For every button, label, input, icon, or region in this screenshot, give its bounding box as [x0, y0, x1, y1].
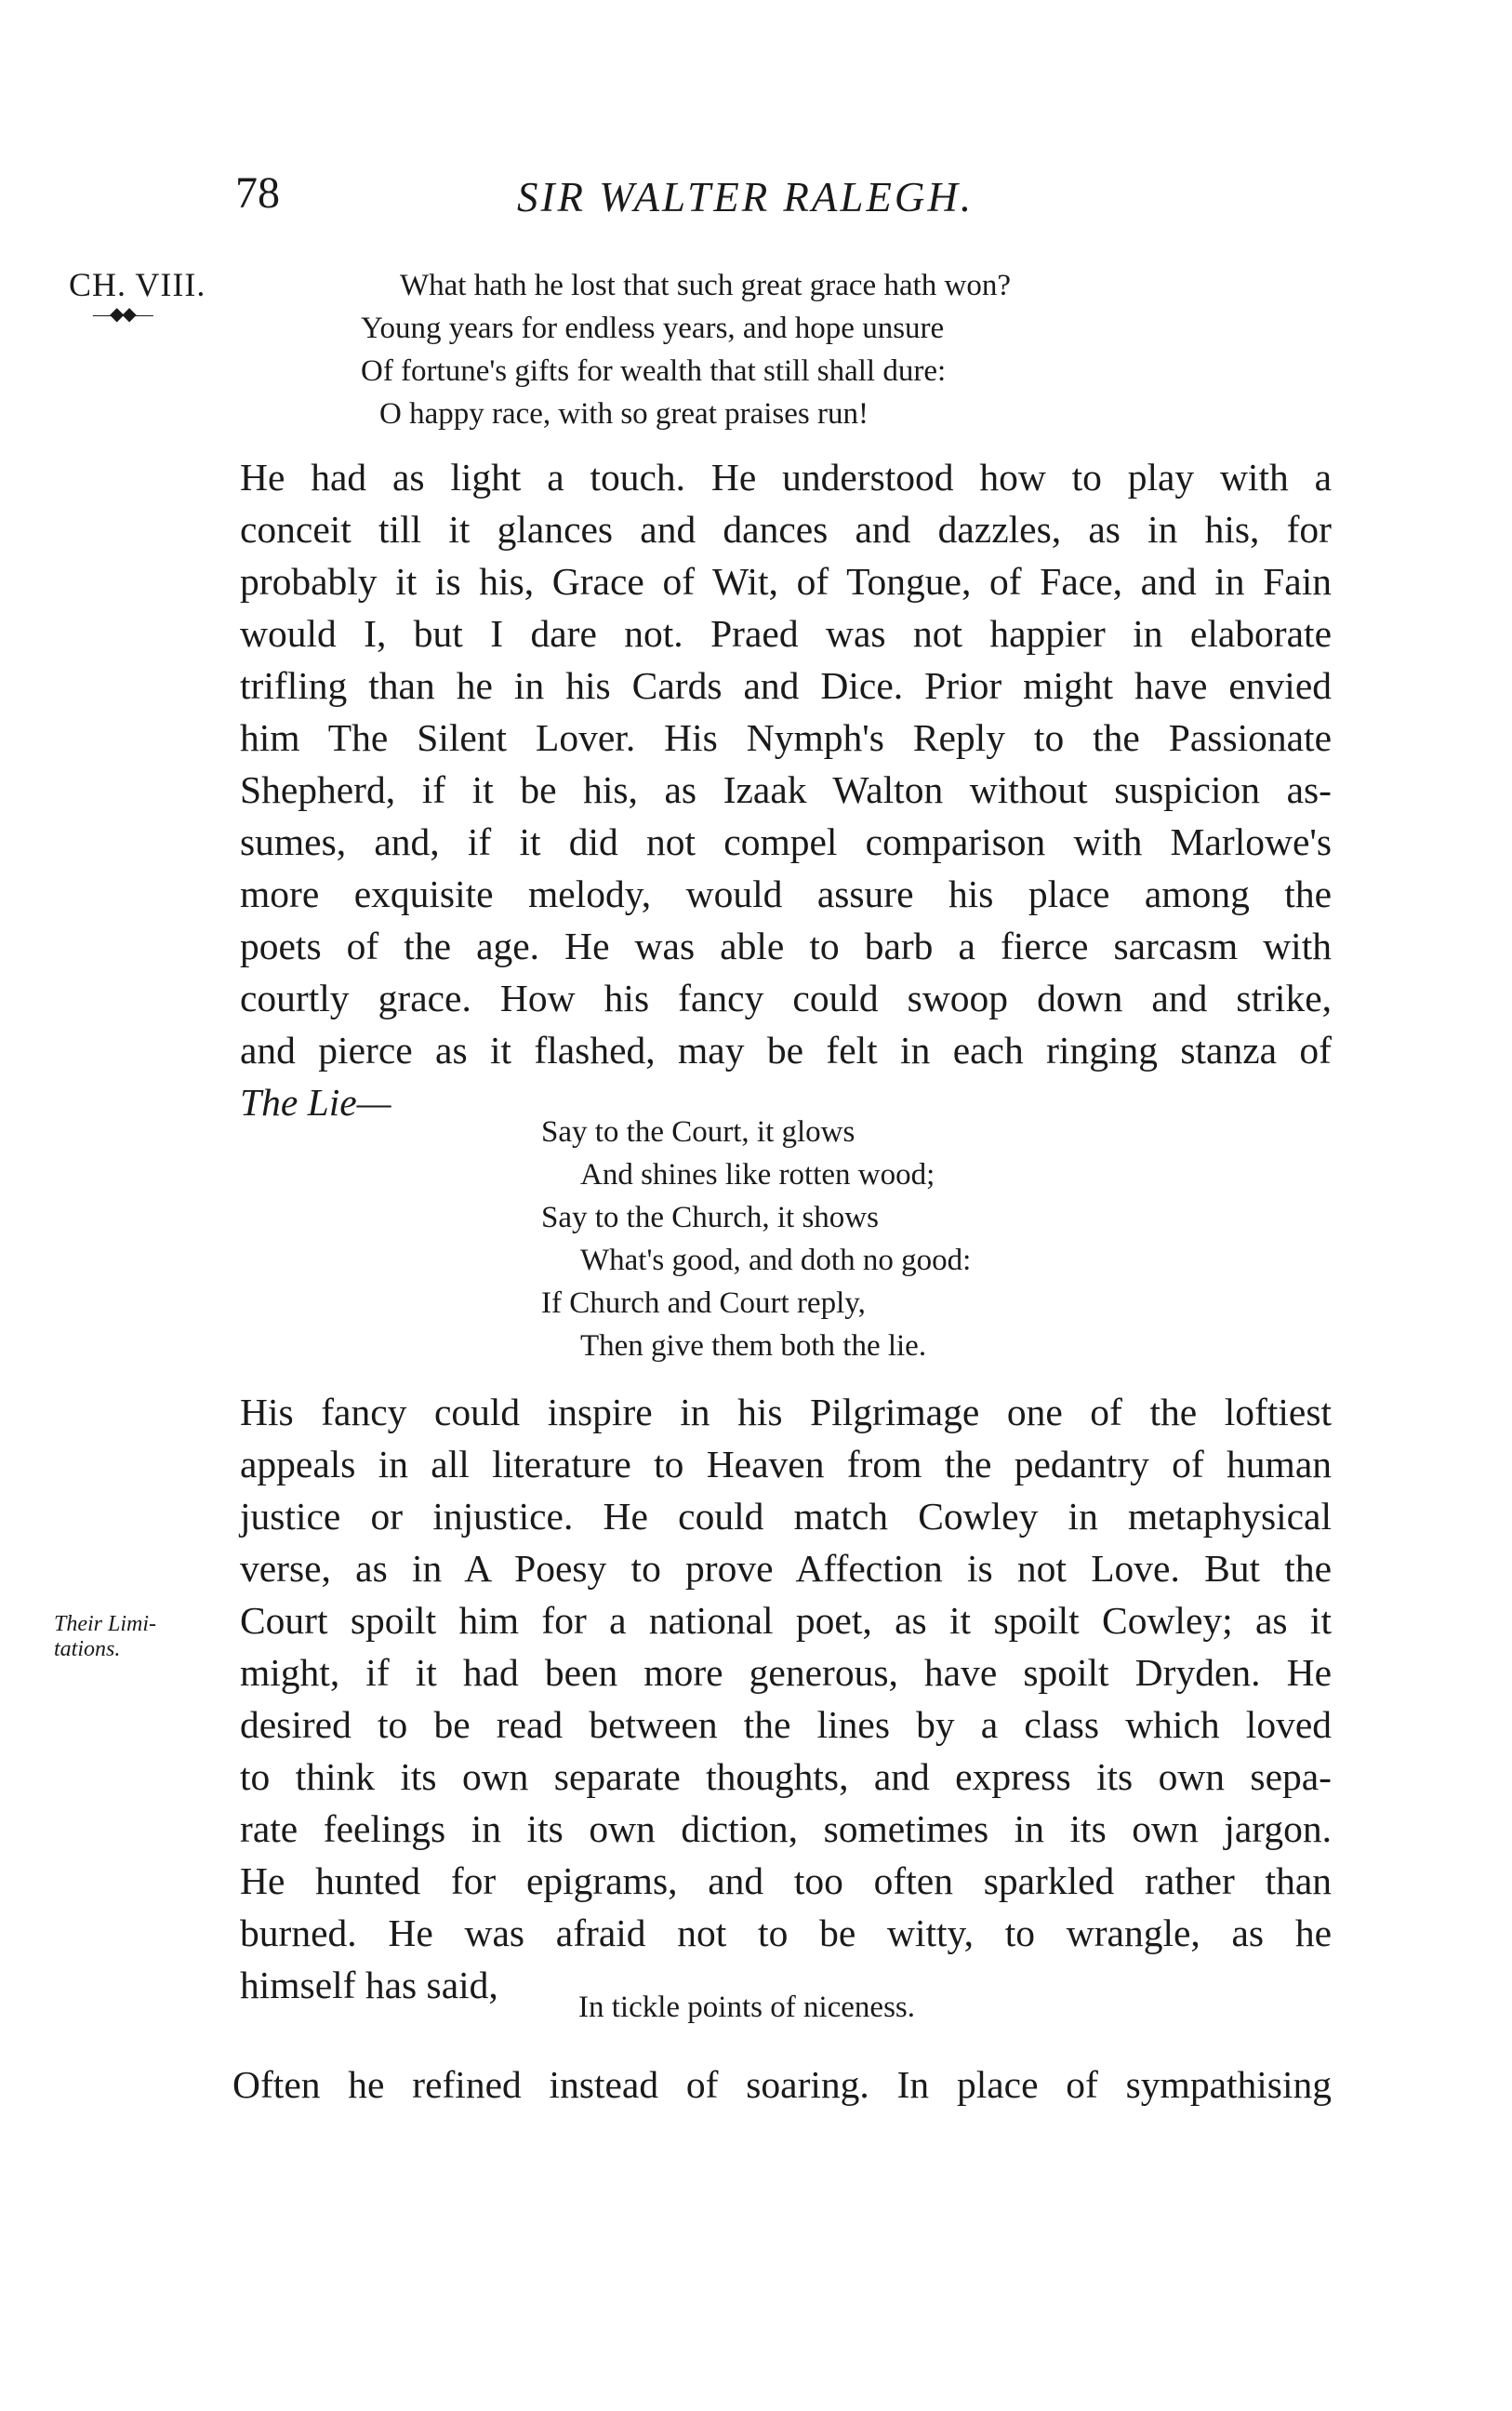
- text-line: might, if it had been more generous, have spoilt Dryden. He: [240, 1651, 1332, 1694]
- paragraph-1: [240, 451, 1332, 1128]
- verse-line: What's good, and doth no good:: [580, 1244, 972, 1277]
- chapter-label: CH. VIII.: [69, 266, 206, 303]
- text-line: probably it is his, Grace of Wit, of Tongue, of Face, and in Fain: [240, 560, 1332, 603]
- text-line: The Lie—: [240, 1081, 391, 1124]
- side-note-line: Their Limi-: [54, 1612, 157, 1636]
- text-line: rate feelings in its own diction, sometimes in its own jargon.: [240, 1807, 1332, 1850]
- opening-verse: [361, 264, 1011, 435]
- text-line: to think its own separate thoughts, and express its own sepa-: [240, 1755, 1332, 1798]
- verse-line: And shines like rotten wood;: [580, 1158, 935, 1192]
- block-quote: In tickle points of niceness.: [578, 1991, 916, 2024]
- text-line: His fancy could inspire in his Pilgrimage one of the loftiest: [240, 1391, 1332, 1433]
- side-note: [54, 1612, 156, 1662]
- verse-line: O happy race, with so great praises run!: [379, 397, 869, 431]
- text-line: conceit till it glances and dances and dazzles, as in his, for: [240, 508, 1332, 551]
- text-line: He hunted for epigrams, and too often sparkled rather than: [240, 1859, 1332, 1902]
- verse-line: Then give them both the lie.: [580, 1329, 927, 1363]
- text-line: more exquisite melody, would assure his place among the: [240, 872, 1332, 915]
- verse-line: Of fortune's gifts for wealth that still shall dure:: [361, 354, 947, 388]
- text-line: verse, as in A Poesy to prove Affection is not Love. But the: [240, 1547, 1332, 1590]
- verse-line: Say to the Church, it shows: [541, 1201, 879, 1234]
- text-line: He had as light a touch. He understood how to play with a: [240, 456, 1332, 499]
- side-note-line: tations.: [54, 1637, 121, 1661]
- verse-line: What hath he lost that such great grace hath won?: [400, 269, 1012, 302]
- page-number: 78: [235, 168, 280, 218]
- text-line: himself has said,: [240, 1964, 498, 2006]
- text-line: justice or injustice. He could match Cowley in metaphysical: [240, 1495, 1332, 1538]
- text-line: would I, but I dare not. Praed was not happier in elaborate: [240, 612, 1332, 655]
- paragraph-3: [232, 2058, 1332, 2111]
- text-line: poets of the age. He was able to barb a fierce sarcasm with: [240, 925, 1332, 967]
- text-line: appeals in all literature to Heaven from the pedantry of human: [240, 1443, 1332, 1485]
- text-line: burned. He was afraid not to be witty, to wrangle, as he: [240, 1911, 1332, 1954]
- text-line: and pierce as it flashed, may be felt in each ringing stanza of: [240, 1029, 1332, 1072]
- text-line: desired to be read between the lines by a class which loved: [240, 1703, 1332, 1746]
- paragraph-2: [240, 1386, 1332, 2011]
- verse-line: If Church and Court reply,: [541, 1286, 866, 1320]
- running-title: SIR WALTER RALEGH.: [517, 174, 975, 220]
- text-line: Shepherd, if it be his, as Izaak Walton without suspicion as-: [240, 768, 1332, 811]
- text-line: courtly grace. How his fancy could swoop down and strike,: [240, 977, 1332, 1019]
- ornament-icon: —◆◆—: [93, 304, 152, 325]
- text-line: Court spoilt him for a national poet, as it spoilt Cowley; as it: [240, 1599, 1332, 1642]
- text-line: Often he refined instead of soaring. In place of sympathising: [232, 2063, 1332, 2106]
- text-line: trifling than he in his Cards and Dice. Prior might have envied: [240, 664, 1332, 707]
- verse-line: Young years for endless years, and hope unsure: [361, 312, 945, 345]
- text-line: sumes, and, if it did not compel comparison with Marlowe's: [240, 820, 1332, 863]
- the-lie-verse: [541, 1111, 971, 1367]
- text-line: him The Silent Lover. His Nymph's Reply to the Passionate: [240, 716, 1332, 759]
- verse-line: Say to the Court, it glows: [541, 1115, 855, 1149]
